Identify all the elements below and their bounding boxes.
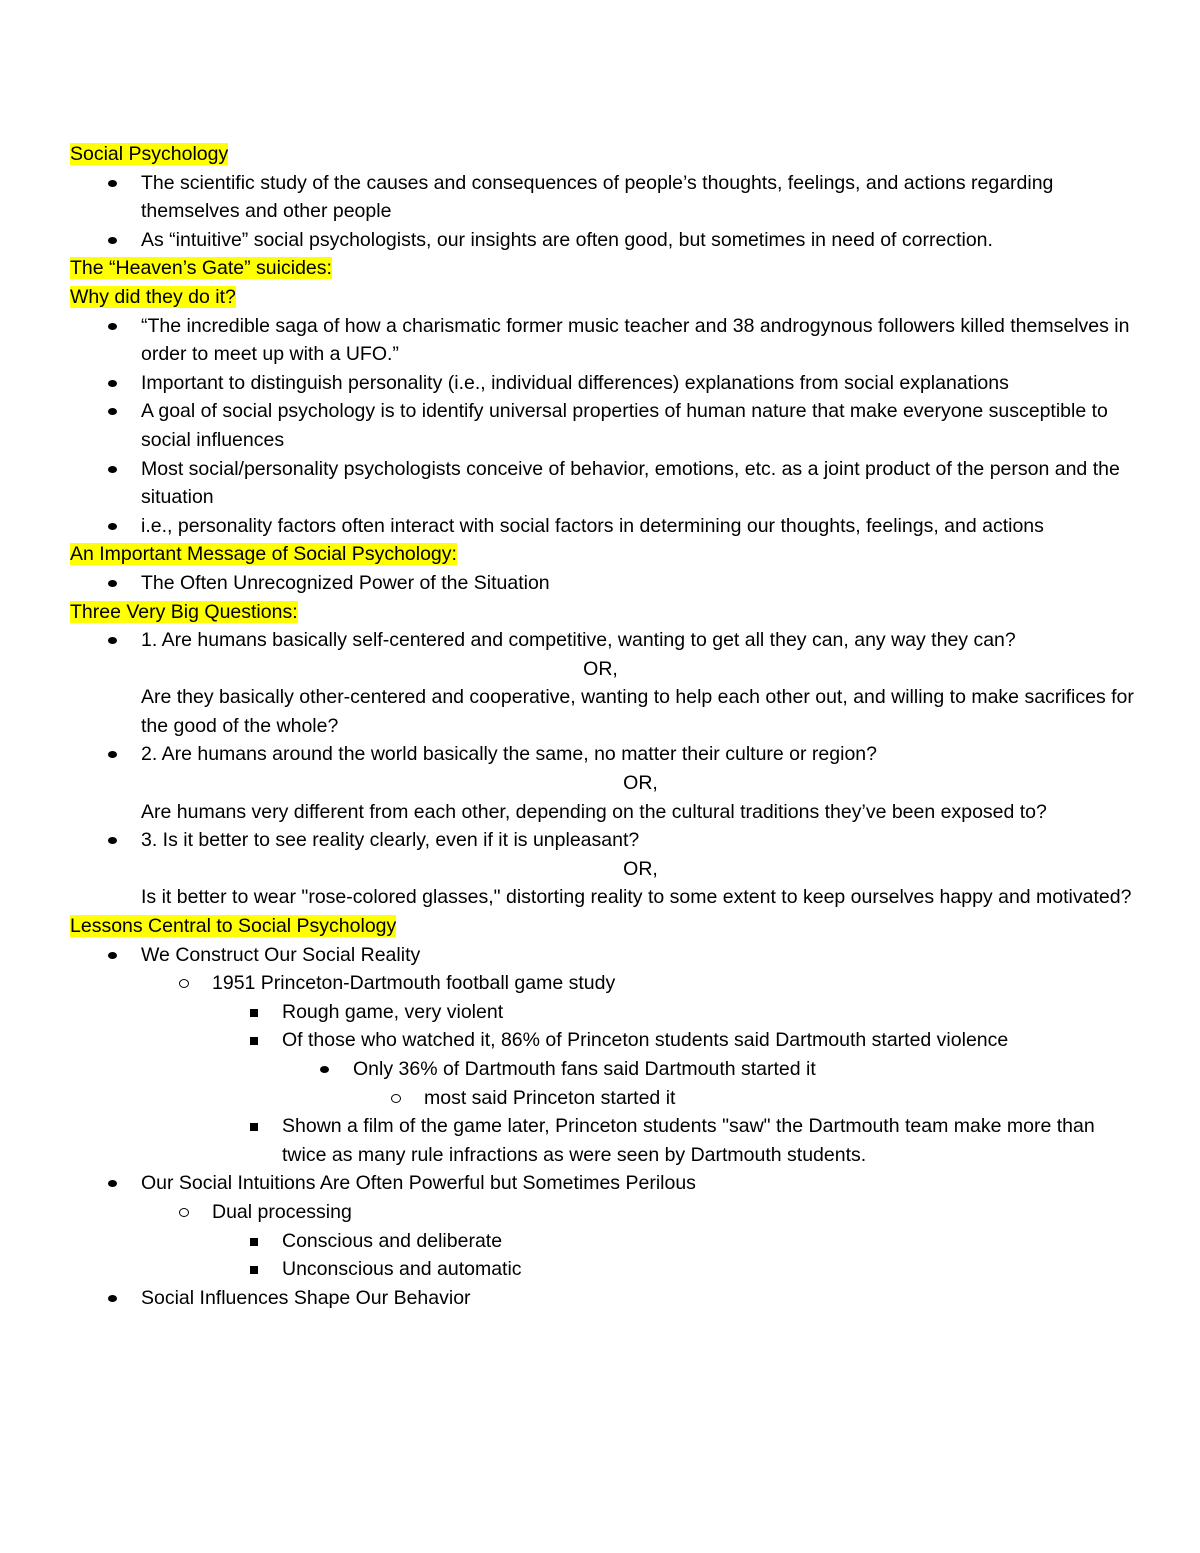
bullet-disc-icon [106,512,126,541]
list-item [70,512,1140,541]
list-item-text: We Construct Our Social Reality [141,943,421,966]
question-alternative-text: Are they basically other-centered and cooperative, wanting to help each other out, and willing to make sacrifices for the good of the whole? [141,686,1134,737]
list-item-text: The scientific study of the causes and consequences of people’s thoughts, feelings, and actions regarding themselves and other people [141,171,1054,223]
bullet-circle-icon [177,969,197,998]
bullet-disc-icon [106,826,126,855]
section-heading-big-questions [70,598,1140,627]
highlighted-heading-text: Social Psychology [70,143,229,165]
bullet-disc-icon [106,941,126,970]
bullet-disc-icon [106,569,126,598]
bullet-square-icon [247,1026,267,1055]
bullet-square-icon [247,1227,267,1256]
bullet-circle-icon [389,1084,409,1113]
section-heading-why [70,283,1140,312]
bullet-list [70,569,1140,598]
question-item [70,740,1140,826]
bullet-circle-icon [177,1198,197,1227]
list-item [70,1284,1140,1313]
or-separator: OR, [583,657,618,680]
list-item [70,369,1140,398]
list-item [70,169,1140,226]
bullet-disc-icon [106,626,126,655]
bullet-disc-icon [106,312,126,341]
list-item-text: A goal of social psychology is to identify universal properties of human nature that make everyone susceptible to social influences [141,400,1108,451]
bullet-square-icon [247,1112,267,1141]
section-heading-social-psychology [70,140,1140,169]
list-item [70,312,1140,369]
list-item [70,1112,1140,1169]
list-item-text: The Often Unrecognized Power of the Situation [141,571,550,594]
section-heading-heavens-gate [70,254,1140,283]
list-item [70,569,1140,598]
question-item [70,626,1140,740]
list-item [70,998,1140,1027]
list-item-text: Shown a film of the game later, Princeton students "saw" the Dartmouth team make more than twice as many rule infractions as were seen by Dartmouth students. [282,1115,1095,1166]
bullet-disc-icon [106,1169,126,1198]
bullet-disc-icon [318,1055,338,1084]
list-item-text: most said Princeton started it [424,1086,676,1109]
list-item [70,397,1140,454]
list-item-text: Social Influences Shape Our Behavior [141,1286,471,1309]
list-item-text: Conscious and deliberate [282,1229,503,1252]
question-text: 1. Are humans basically self-centered and competitive, wanting to get all they can, any way they can? [141,629,1016,652]
or-separator: OR, [623,857,658,880]
bullet-square-icon [247,1255,267,1284]
question-item [70,826,1140,912]
list-item [70,1227,1140,1256]
bullet-disc-icon [106,397,126,426]
list-item [70,941,1140,970]
list-item-text: Only 36% of Dartmouth fans said Dartmouth started it [353,1058,816,1080]
bullet-disc-icon [106,226,126,255]
highlighted-heading-text: Three Very Big Questions: [70,600,298,623]
section-heading-lessons [70,912,1140,941]
list-item [70,1084,1140,1113]
question-alternative-text: Are humans very different from each other, depending on the cultural traditions they’ve been exposed to? [141,800,1047,823]
question-list [70,626,1140,912]
list-item-text: Our Social Intuitions Are Often Powerful but Sometimes Perilous [141,1172,696,1195]
bullet-disc-icon [106,740,126,769]
list-item-text: Most social/personality psychologists conceive of behavior, emotions, etc. as a joint product of the person and the situation [141,457,1120,509]
lessons-list [70,941,1140,1313]
list-item [70,1255,1140,1284]
bullet-disc-icon [106,169,126,198]
bullet-square-icon [247,998,267,1027]
highlighted-heading-text: Why did they do it? [70,285,236,308]
question-text: 2. Are humans around the world basically the same, no matter their culture or region? [141,743,877,766]
bullet-list [70,169,1140,255]
list-item [70,455,1140,512]
section-heading-important-message [70,540,1140,569]
list-item-text: i.e., personality factors often interact with social factors in determining our thoughts, feelings, and actions [141,514,1044,537]
bullet-list [70,312,1140,541]
list-item [70,1026,1140,1055]
highlighted-heading-text: The “Heaven’s Gate” suicides: [70,257,332,280]
list-item-text: Of those who watched it, 86% of Princeton students said Dartmouth started violence [282,1029,1009,1052]
list-item [70,1198,1140,1227]
or-separator: OR, [623,772,658,795]
list-item-text: As “intuitive” social psychologists, our insights are often good, but sometimes in need of correction. [141,228,993,251]
list-item [70,1055,1140,1084]
list-item [70,969,1140,998]
question-text: 3. Is it better to see reality clearly, even if it is unpleasant? [141,829,640,852]
question-alternative-text: Is it better to wear "rose-colored glasses," distorting reality to some extent to keep ourselves happy and motivated? [141,886,1132,909]
list-item [70,226,1140,255]
list-item-text: Rough game, very violent [282,1000,504,1023]
list-item-text: Dual processing [212,1200,352,1223]
list-item-text: Important to distinguish personality (i.e., individual differences) explanations from social explanations [141,371,1009,394]
list-item-text: 1951 Princeton-Dartmouth football game study [212,972,616,995]
bullet-disc-icon [106,455,126,484]
list-item-text: Unconscious and automatic [282,1258,522,1281]
highlighted-heading-text: An Important Message of Social Psychology: [70,543,457,566]
document-body [70,140,1140,1312]
list-item-text: “The incredible saga of how a charismatic former music teacher and 38 androgynous followers killed themselves in order to meet up with a UFO.” [141,314,1130,366]
bullet-disc-icon [106,369,126,398]
list-item [70,1169,1140,1198]
highlighted-heading-text: Lessons Central to Social Psychology [70,915,397,938]
bullet-disc-icon [106,1284,126,1313]
